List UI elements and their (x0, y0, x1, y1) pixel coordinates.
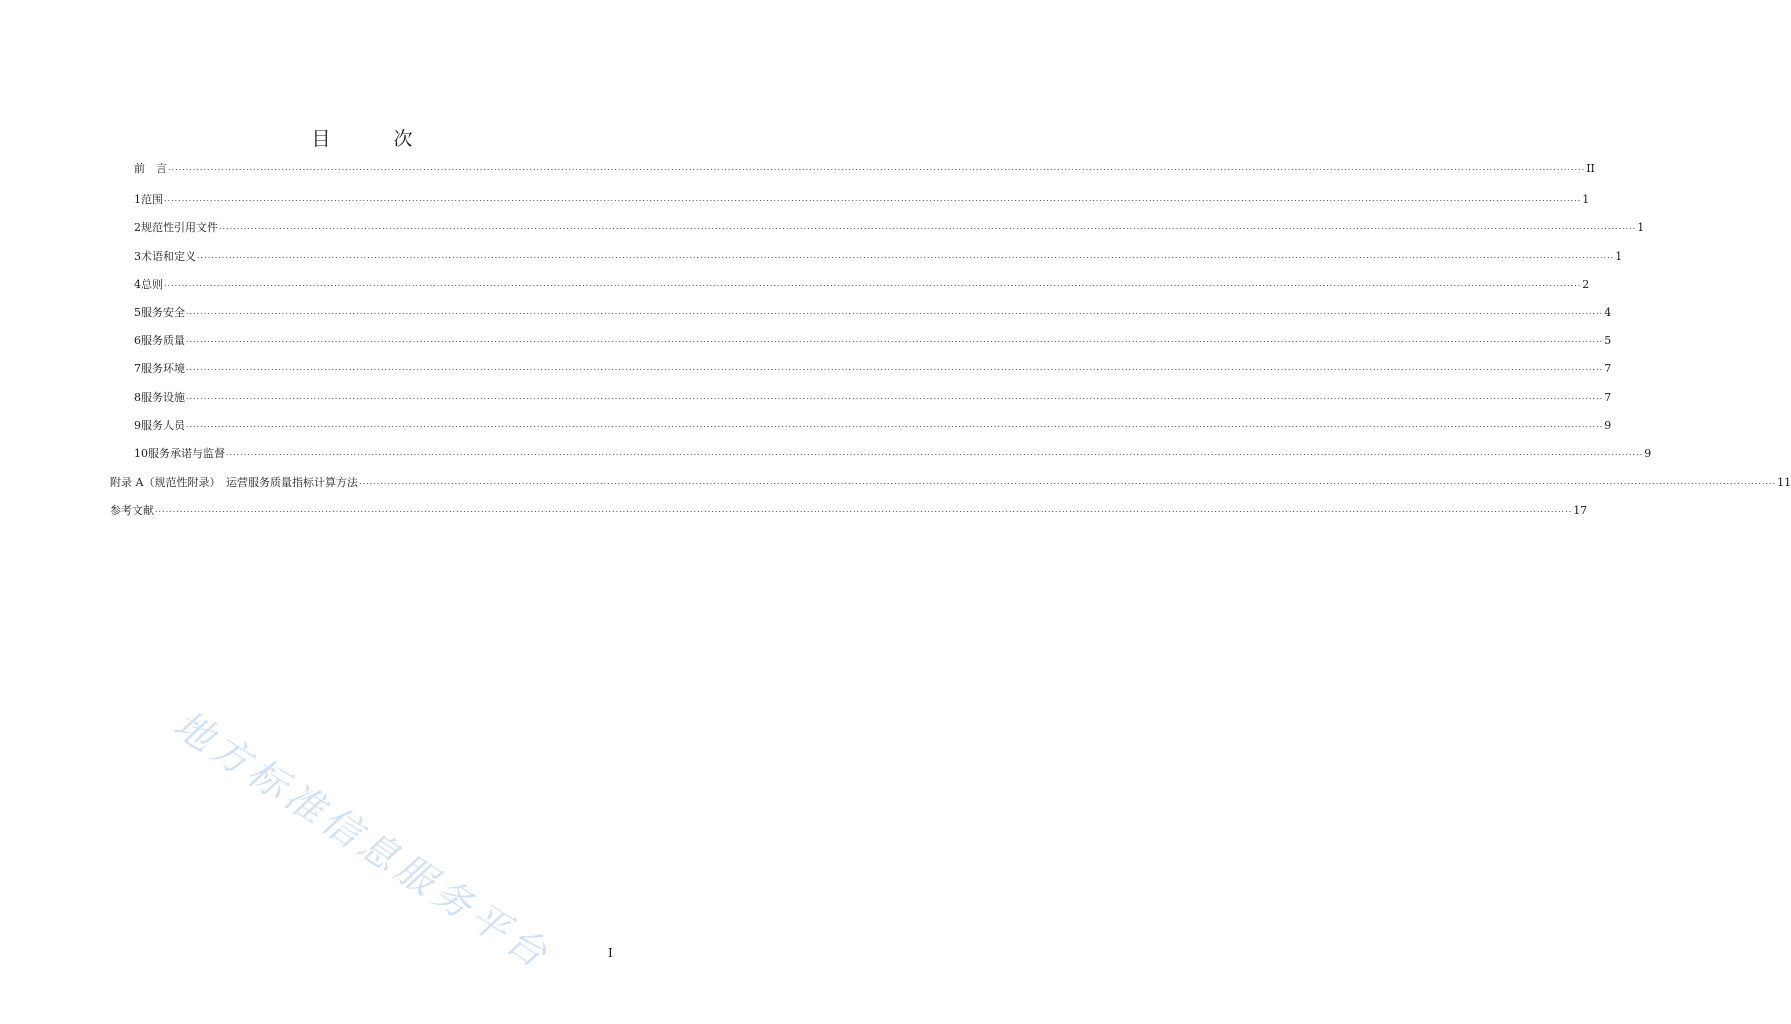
toc-entry-page: 1 (1637, 221, 1645, 234)
toc-entry-label: 术语和定义 (141, 250, 196, 263)
toc-entry-label: 服务承诺与监督 (148, 447, 225, 460)
toc-entry-8[interactable] (134, 387, 1612, 405)
toc-leader-dots: ................................................................................................................................................................................................................................................................................................................................................................................................................ (164, 279, 1582, 288)
toc-entry-7[interactable] (134, 358, 1612, 376)
toc-leader-dots: ................................................................................................................................................................................................................................................................................................................................................................................................................ (186, 307, 1604, 316)
toc-entry-page: 7 (1604, 391, 1612, 404)
page-number: I (608, 946, 613, 960)
toc-entry-page: 2 (1582, 278, 1590, 291)
toc-leader-dots: ................................................................................................................................................................................................................................................................................................................................................................................................................ (186, 335, 1604, 344)
toc-entry-number: 2 (134, 221, 141, 234)
toc-entry-page: 4 (1604, 306, 1612, 319)
watermark: 地方标准信息服务平台 (166, 701, 560, 979)
toc-entry-label: 范围 (141, 193, 163, 206)
toc-entry-page: 9 (1604, 419, 1612, 432)
toc-title: 目 次 (311, 128, 435, 150)
toc-entry-number: 5 (134, 306, 141, 319)
toc-entry-number: 10 (134, 447, 148, 460)
toc-leader-dots: ................................................................................................................................................................................................................................................................................................................................................................................................................ (186, 363, 1604, 372)
toc-entry-label: 附录 A（规范性附录） 运营服务质量指标计算方法 (110, 476, 358, 489)
toc-entry-9[interactable] (134, 415, 1612, 433)
toc-leader-dots: ................................................................................................................................................................................................................................................................................................................................................................................................................ (155, 505, 1573, 514)
toc-entry-3[interactable] (134, 246, 1623, 264)
toc-leader-dots: ................................................................................................................................................................................................................................................................................................................................................................................................................ (168, 163, 1586, 172)
toc-entry-label: 总则 (141, 278, 163, 291)
toc-entry-4[interactable] (134, 274, 1590, 292)
toc-entry-appendix-a[interactable] (110, 472, 1791, 490)
toc-entry-page: 7 (1604, 362, 1612, 375)
toc-entry-page: 17 (1573, 504, 1588, 517)
toc-entry-2[interactable] (134, 217, 1645, 235)
toc-entry-6[interactable] (134, 330, 1612, 348)
toc-entry-label: 规范性引用文件 (141, 221, 218, 234)
toc-entry-1[interactable] (134, 189, 1590, 207)
toc-entry-number: 1 (134, 193, 141, 206)
toc-entry-10[interactable] (134, 443, 1652, 461)
toc-entry-number: 3 (134, 250, 141, 263)
toc-entry-page: 1 (1615, 250, 1623, 263)
toc-leader-dots: ................................................................................................................................................................................................................................................................................................................................................................................................................ (186, 392, 1604, 401)
toc-entry-references[interactable] (110, 500, 1588, 518)
toc-entry-number: 8 (134, 391, 141, 404)
toc-leader-dots: ................................................................................................................................................................................................................................................................................................................................................................................................................ (197, 251, 1615, 260)
toc-entry-page: 5 (1604, 334, 1612, 347)
toc-entry-label: 服务人员 (141, 419, 185, 432)
toc-entry-label: 前 言 (134, 162, 167, 175)
toc-entry-preface[interactable] (134, 158, 1595, 176)
toc-entry-page: II (1586, 162, 1595, 175)
toc-entry-label: 服务环境 (141, 362, 185, 375)
toc-entry-label: 参考文献 (110, 504, 154, 517)
toc-entry-5[interactable] (134, 302, 1612, 320)
toc-entry-label: 服务安全 (141, 306, 185, 319)
toc-leader-dots: ................................................................................................................................................................................................................................................................................................................................................................................................................ (186, 420, 1604, 429)
toc-leader-dots: ................................................................................................................................................................................................................................................................................................................................................................................................................ (219, 222, 1637, 231)
toc-entry-number: 9 (134, 419, 141, 432)
toc-entry-label: 服务设施 (141, 391, 185, 404)
toc-leader-dots: ................................................................................................................................................................................................................................................................................................................................................................................................................ (164, 194, 1582, 203)
toc-entry-page: 11 (1777, 476, 1791, 489)
toc-entry-number: 4 (134, 278, 141, 291)
toc-leader-dots: ................................................................................................................................................................................................................................................................................................................................................................................................................ (226, 448, 1644, 457)
toc-entry-page: 1 (1582, 193, 1590, 206)
toc-entry-number: 6 (134, 334, 141, 347)
toc-entry-number: 7 (134, 362, 141, 375)
toc-leader-dots: ................................................................................................................................................................................................................................................................................................................................................................................................................ (358, 477, 1777, 486)
toc-entry-page: 9 (1644, 447, 1652, 460)
toc-entry-label: 服务质量 (141, 334, 185, 347)
